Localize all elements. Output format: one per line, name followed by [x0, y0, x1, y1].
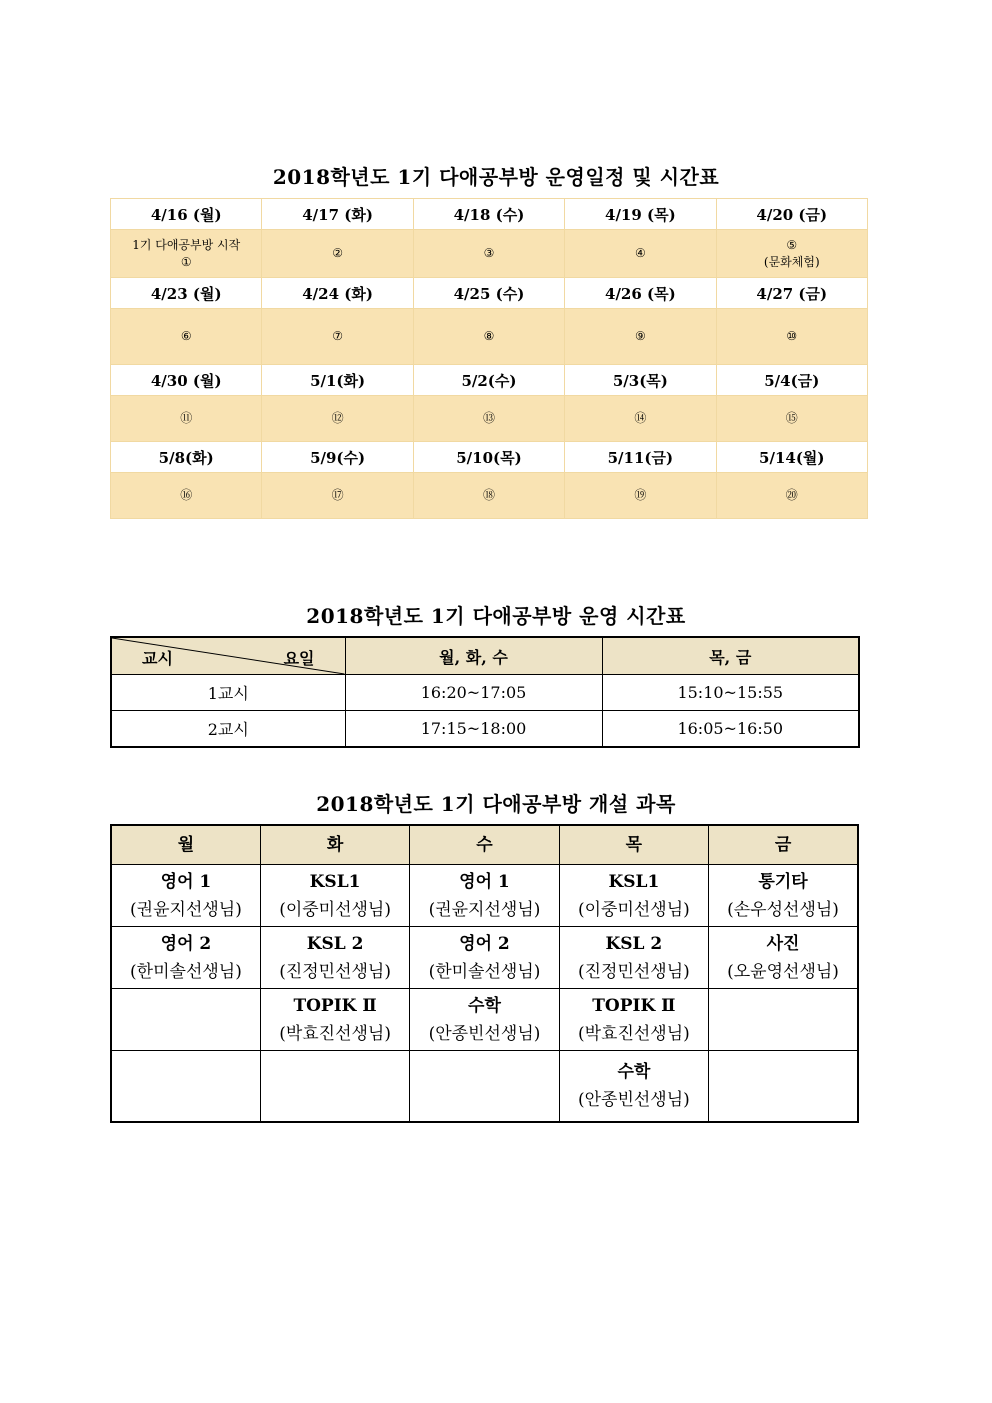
- calendar-session-cell: [111, 309, 262, 365]
- subject-name: 영어 1: [160, 871, 212, 892]
- calendar-session-cell: [565, 396, 716, 442]
- timetable-col-tf: 목, 금: [602, 637, 859, 675]
- calendar-session-cell: [111, 396, 262, 442]
- subject-cell: [559, 865, 708, 927]
- subjects-header-row: [111, 825, 858, 865]
- calendar-date: 4/20 (금): [716, 199, 867, 230]
- subject-cell: [709, 989, 858, 1051]
- calendar-session-cell: [413, 230, 564, 278]
- subject-teacher: (안종빈선생님): [428, 1023, 541, 1044]
- calendar-session-cell: [413, 309, 564, 365]
- calendar-session-row: [111, 309, 868, 365]
- subject-name: 수학: [617, 1062, 651, 1082]
- subject-cell: [260, 1051, 409, 1123]
- calendar-date: 4/25 (수): [413, 278, 564, 309]
- calendar-date-row: [111, 199, 868, 230]
- subject-cell: [559, 927, 708, 989]
- subjects-title: 2018학년도 1기 다애공부방 개설 과목: [316, 792, 676, 816]
- session-note: (문화체험): [763, 254, 820, 269]
- subject-cell: [410, 989, 559, 1051]
- calendar-session-row: [111, 230, 868, 278]
- calendar-date: 4/30 (월): [111, 365, 262, 396]
- time-tf: 16:05~16:50: [602, 711, 859, 748]
- subject-teacher: (이중미선생님): [577, 899, 690, 920]
- subject-teacher: (박효진선생님): [279, 1023, 391, 1044]
- calendar-session-cell: [716, 396, 867, 442]
- session-number: ③: [483, 246, 495, 260]
- calendar-session-cell: [565, 309, 716, 365]
- subjects-table: [110, 824, 859, 1123]
- calendar-session-cell: [262, 473, 413, 519]
- subject-teacher: (이중미선생님): [279, 899, 391, 920]
- calendar-date: 5/1(화): [262, 365, 413, 396]
- day-header: 목: [559, 825, 708, 865]
- session-number: ⑭: [634, 411, 647, 425]
- schedule-title: 2018학년도 1기 다애공부방 운영일정 및 시간표: [272, 165, 720, 189]
- subject-teacher: (권윤지선생님): [130, 899, 242, 920]
- subject-name: KSL1: [608, 871, 660, 892]
- session-number: ⑪: [180, 411, 193, 425]
- calendar-session-cell: [262, 309, 413, 365]
- calendar-session-cell: [565, 473, 716, 519]
- calendar-date-row: [111, 365, 868, 396]
- calendar-session-row: [111, 396, 868, 442]
- subject-cell: [111, 927, 260, 989]
- subject-cell: [410, 865, 559, 927]
- subject-cell: [559, 989, 708, 1051]
- subject-teacher: (박효진선생님): [577, 1023, 690, 1044]
- session-number: ⑤: [786, 237, 798, 252]
- timetable-title: 2018학년도 1기 다애공부방 운영 시간표: [306, 604, 686, 628]
- subject-cell: [709, 1051, 858, 1123]
- calendar-date: 4/24 (화): [262, 278, 413, 309]
- subject-teacher: (권윤지선생님): [428, 899, 541, 920]
- subject-name: 영어 1: [459, 871, 510, 892]
- calendar-date: 4/23 (월): [111, 278, 262, 309]
- subject-teacher: (손우성선생님): [727, 899, 839, 920]
- session-number: ⑨: [634, 329, 646, 343]
- calendar-date: 5/8(화): [111, 442, 262, 473]
- subjects-row: [111, 1051, 858, 1123]
- calendar-date-row: [111, 278, 868, 309]
- timetable-row: [111, 675, 859, 711]
- time-mtw: 16:20~17:05: [345, 675, 602, 711]
- subject-cell: [410, 927, 559, 989]
- session-number: ⑱: [482, 488, 495, 502]
- session-number: ⑧: [483, 329, 495, 343]
- session-number: ⑯: [180, 488, 193, 502]
- calendar-session-cell: [111, 230, 262, 278]
- subject-cell: [260, 865, 409, 927]
- calendar-session-cell: [716, 309, 867, 365]
- subject-cell: [260, 927, 409, 989]
- subject-teacher: (한미솔선생님): [130, 961, 242, 982]
- subject-teacher: (안종빈선생님): [577, 1090, 690, 1110]
- calendar-date: 5/10(목): [413, 442, 564, 473]
- subject-teacher: (진정민선생님): [577, 961, 690, 982]
- calendar-date-row: [111, 442, 868, 473]
- subject-cell: [260, 989, 409, 1051]
- calendar-date: 5/4(금): [716, 365, 867, 396]
- session-number: ⑬: [482, 411, 495, 425]
- subject-teacher: (오윤영선생님): [727, 961, 839, 982]
- subjects-row: [111, 865, 858, 927]
- calendar-session-cell: [111, 473, 262, 519]
- calendar-date: 5/14(월): [716, 442, 867, 473]
- session-number: ⑰: [331, 488, 344, 502]
- subject-cell: [709, 927, 858, 989]
- calendar-date: 4/26 (목): [565, 278, 716, 309]
- calendar-session-cell: [413, 473, 564, 519]
- calendar-session-cell: [716, 230, 867, 278]
- timetable-col-mtw: 월, 화, 수: [345, 637, 602, 675]
- calendar-date: 4/18 (수): [413, 199, 564, 230]
- calendar-date: 5/3(목): [565, 365, 716, 396]
- calendar-date: 4/16 (월): [111, 199, 262, 230]
- period-label: 1교시: [111, 675, 345, 711]
- calendar-date: 4/19 (목): [565, 199, 716, 230]
- subject-cell: [111, 1051, 260, 1123]
- time-tf: 15:10~15:55: [602, 675, 859, 711]
- subject-cell: [709, 865, 858, 927]
- session-number: ⑮: [785, 411, 798, 425]
- session-number: ⑦: [332, 329, 343, 343]
- subject-cell: [111, 865, 260, 927]
- calendar-date: 4/17 (화): [262, 199, 413, 230]
- calendar-date: 5/9(수): [262, 442, 413, 473]
- period-label: 2교시: [111, 711, 345, 748]
- subject-name: 영어 2: [459, 933, 510, 954]
- session-number: ⑥: [180, 329, 192, 343]
- calendar-session-cell: [262, 396, 413, 442]
- subjects-row: [111, 927, 858, 989]
- session-number: ⑩: [786, 329, 798, 343]
- timetable-corner-cell: [111, 637, 345, 675]
- corner-day-label: 요일: [283, 649, 315, 668]
- calendar-date: 5/11(금): [565, 442, 716, 473]
- calendar-date: 5/2(수): [413, 365, 564, 396]
- day-header: 화: [260, 825, 409, 865]
- subject-name: 사진: [766, 933, 800, 954]
- timetable-row: [111, 711, 859, 748]
- session-start-label: 1기 다애공부방 시작: [132, 237, 241, 252]
- day-header: 수: [410, 825, 559, 865]
- subject-name: KSL1: [309, 871, 361, 892]
- subject-name: 수학: [468, 995, 501, 1016]
- subject-name: KSL 2: [605, 933, 663, 954]
- subjects-row: [111, 989, 858, 1051]
- subject-name: TOPIK Ⅱ: [592, 995, 676, 1016]
- session-number: ④: [634, 246, 646, 260]
- subject-cell: [559, 1051, 708, 1123]
- subject-name: 영어 2: [160, 933, 212, 954]
- day-header: 금: [709, 825, 858, 865]
- subject-name: KSL 2: [306, 933, 364, 954]
- schedule-calendar: [110, 198, 868, 519]
- calendar-session-cell: [413, 396, 564, 442]
- subject-name: TOPIK Ⅱ: [293, 995, 377, 1016]
- subject-teacher: (진정민선생님): [279, 961, 391, 982]
- timetable: [110, 636, 860, 748]
- calendar-date: 4/27 (금): [716, 278, 867, 309]
- time-mtw: 17:15~18:00: [345, 711, 602, 748]
- session-number: ⑲: [634, 488, 647, 502]
- calendar-session-cell: [565, 230, 716, 278]
- session-number: ⑫: [331, 411, 344, 425]
- calendar-session-row: [111, 473, 868, 519]
- subject-cell: [410, 1051, 559, 1123]
- session-number: ①: [180, 254, 192, 269]
- session-number: ⑳: [785, 488, 798, 502]
- session-number: ②: [332, 246, 343, 260]
- subject-name: 통기타: [758, 871, 808, 892]
- corner-period-label: 교시: [142, 649, 173, 668]
- subject-teacher: (한미솔선생님): [428, 961, 541, 982]
- timetable-header-row: [111, 637, 859, 675]
- calendar-session-cell: [262, 230, 413, 278]
- subject-cell: [111, 989, 260, 1051]
- calendar-session-cell: [716, 473, 867, 519]
- day-header: 월: [111, 825, 260, 865]
